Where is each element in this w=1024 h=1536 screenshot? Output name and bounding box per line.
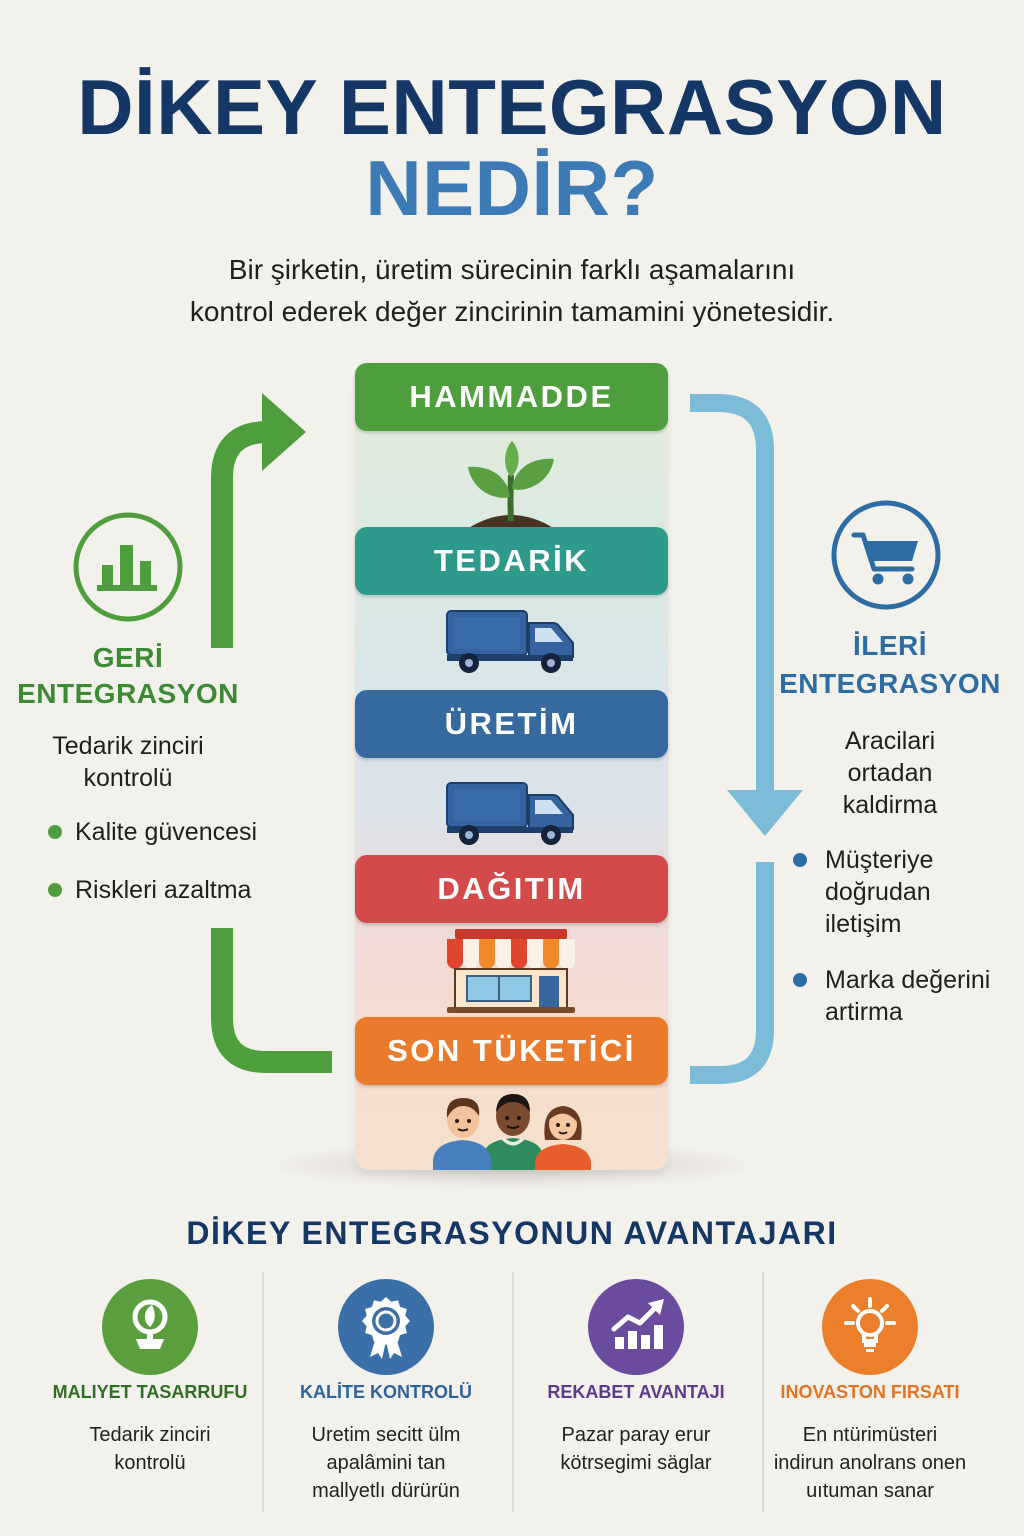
advantage-description [516,1421,756,1477]
value-chain-column [355,363,668,1170]
bullet-dot [48,883,62,897]
sprout-icon [456,439,566,529]
stage-label: DAĞITIM [437,871,586,906]
description-line: Aracilari [844,727,936,755]
stage-son-tuketici [355,1017,668,1085]
bullet-text: doğrudan [825,878,931,906]
bullet-text: Kalite güvencesi [75,818,258,846]
forward-integration-bullets [790,844,990,1052]
growth-chart-icon [588,1279,684,1375]
advantage-innovation [750,1279,990,1505]
truck-icon [445,781,577,847]
stage-label: ÜRETİM [444,706,579,741]
person-left [433,1098,491,1170]
description-line: En ntürimüsteri [802,1424,938,1446]
advantage-label: KALİTE KONTROLÜ [300,1382,472,1402]
bar-chart-icon [72,511,184,623]
quality-badge-icon [338,1279,434,1375]
bullet-text: iletişim [825,910,902,938]
subtitle-line-2: kontrol ederek değer zincirinin tamamini yönetesidir. [189,296,835,327]
advantage-description [750,1421,990,1505]
advantage-description [30,1421,270,1477]
description-line: Tedarik zinciri [89,1424,211,1446]
subtitle-line-1: Bir şirketin, üretim sürecinin farklı aşamalarını [228,254,796,285]
description-line: mallyetlı dürürün [312,1480,460,1502]
person-middle [483,1094,543,1170]
heading-line: İLERİ [852,630,928,661]
description-line: kötrsegimi säglar [560,1452,712,1474]
description-line: kontrolü [83,764,173,792]
bullet-dot [793,853,807,867]
truck-icon [445,609,577,675]
forward-integration-heading [770,627,1010,703]
shop-icon [441,929,581,1014]
bullet-dot [48,825,62,839]
lightbulb-icon [822,1279,918,1375]
advantage-description [266,1421,506,1505]
advantage-label: MALIYET TASARRUFU [52,1382,248,1402]
description-line: apalâmini tan [326,1452,446,1474]
forward-arrow-bottom [690,862,765,1075]
description-line: indirun anolrans onen [773,1452,967,1474]
advantage-quality-control [266,1279,506,1505]
person-right [535,1106,591,1170]
backward-arrow-bottom [222,928,332,1062]
bullet-item [790,844,990,940]
description-line: uıtuman sanar [806,1480,934,1502]
stage-tedarik [355,527,668,595]
heading-line: ENTEGRASYON [17,678,239,709]
stage-uretim [355,690,668,758]
bullet-text: Marka değerini [825,966,991,994]
advantage-label: REKABET AVANTAJI [547,1382,725,1402]
advantage-label: INOVASTON FIRSATI [780,1382,960,1402]
column-divider [512,1272,514,1512]
description-line: Tedarik zinciri [52,732,204,760]
people-icon [433,1088,593,1170]
description-line: kontrolü [114,1452,186,1474]
description-line: kaldirma [842,791,938,819]
stage-dagitim [355,855,668,923]
backward-integration-heading [8,640,248,712]
bullet-item [790,964,990,1028]
stage-label: TEDARİK [433,543,590,578]
backward-integration-arrow [222,393,332,1062]
shopping-cart-icon [830,499,942,611]
forward-arrow-top [690,403,765,792]
savings-icon [102,1279,198,1375]
advantages-title: DİKEY ENTEGRASYONUN AVANTAJARI [186,1215,838,1251]
description-line: ortadan [847,759,933,787]
advantage-competitive-edge [516,1279,756,1477]
bullet-text: artirma [825,998,903,1026]
bullet-item [45,873,257,907]
heading-line: ENTEGRASYON [779,668,1001,699]
bullet-dot [793,973,807,987]
backward-integration-bullets [45,815,257,931]
heading-line: GERİ [92,642,164,673]
stage-label: HAMMADDE [409,379,614,414]
backward-arrow-head [262,393,306,471]
description-line: Pazar paray erur [561,1424,711,1446]
bullet-item [45,815,257,849]
description-line: Uretim secitt ülm [311,1424,461,1446]
bullet-text: Riskleri azaltma [75,876,252,904]
forward-integration-description [770,725,1010,821]
backward-integration-description [8,730,248,794]
page-title-line-2: NEDİR? [365,144,659,232]
advantage-cost-saving [30,1279,270,1477]
page-title-line-1: DİKEY ENTEGRASYON [77,63,947,151]
stage-label: SON TÜKETİCİ [387,1033,636,1068]
bullet-text: Müşteriye [825,846,934,874]
stage-hammadde [355,363,668,431]
